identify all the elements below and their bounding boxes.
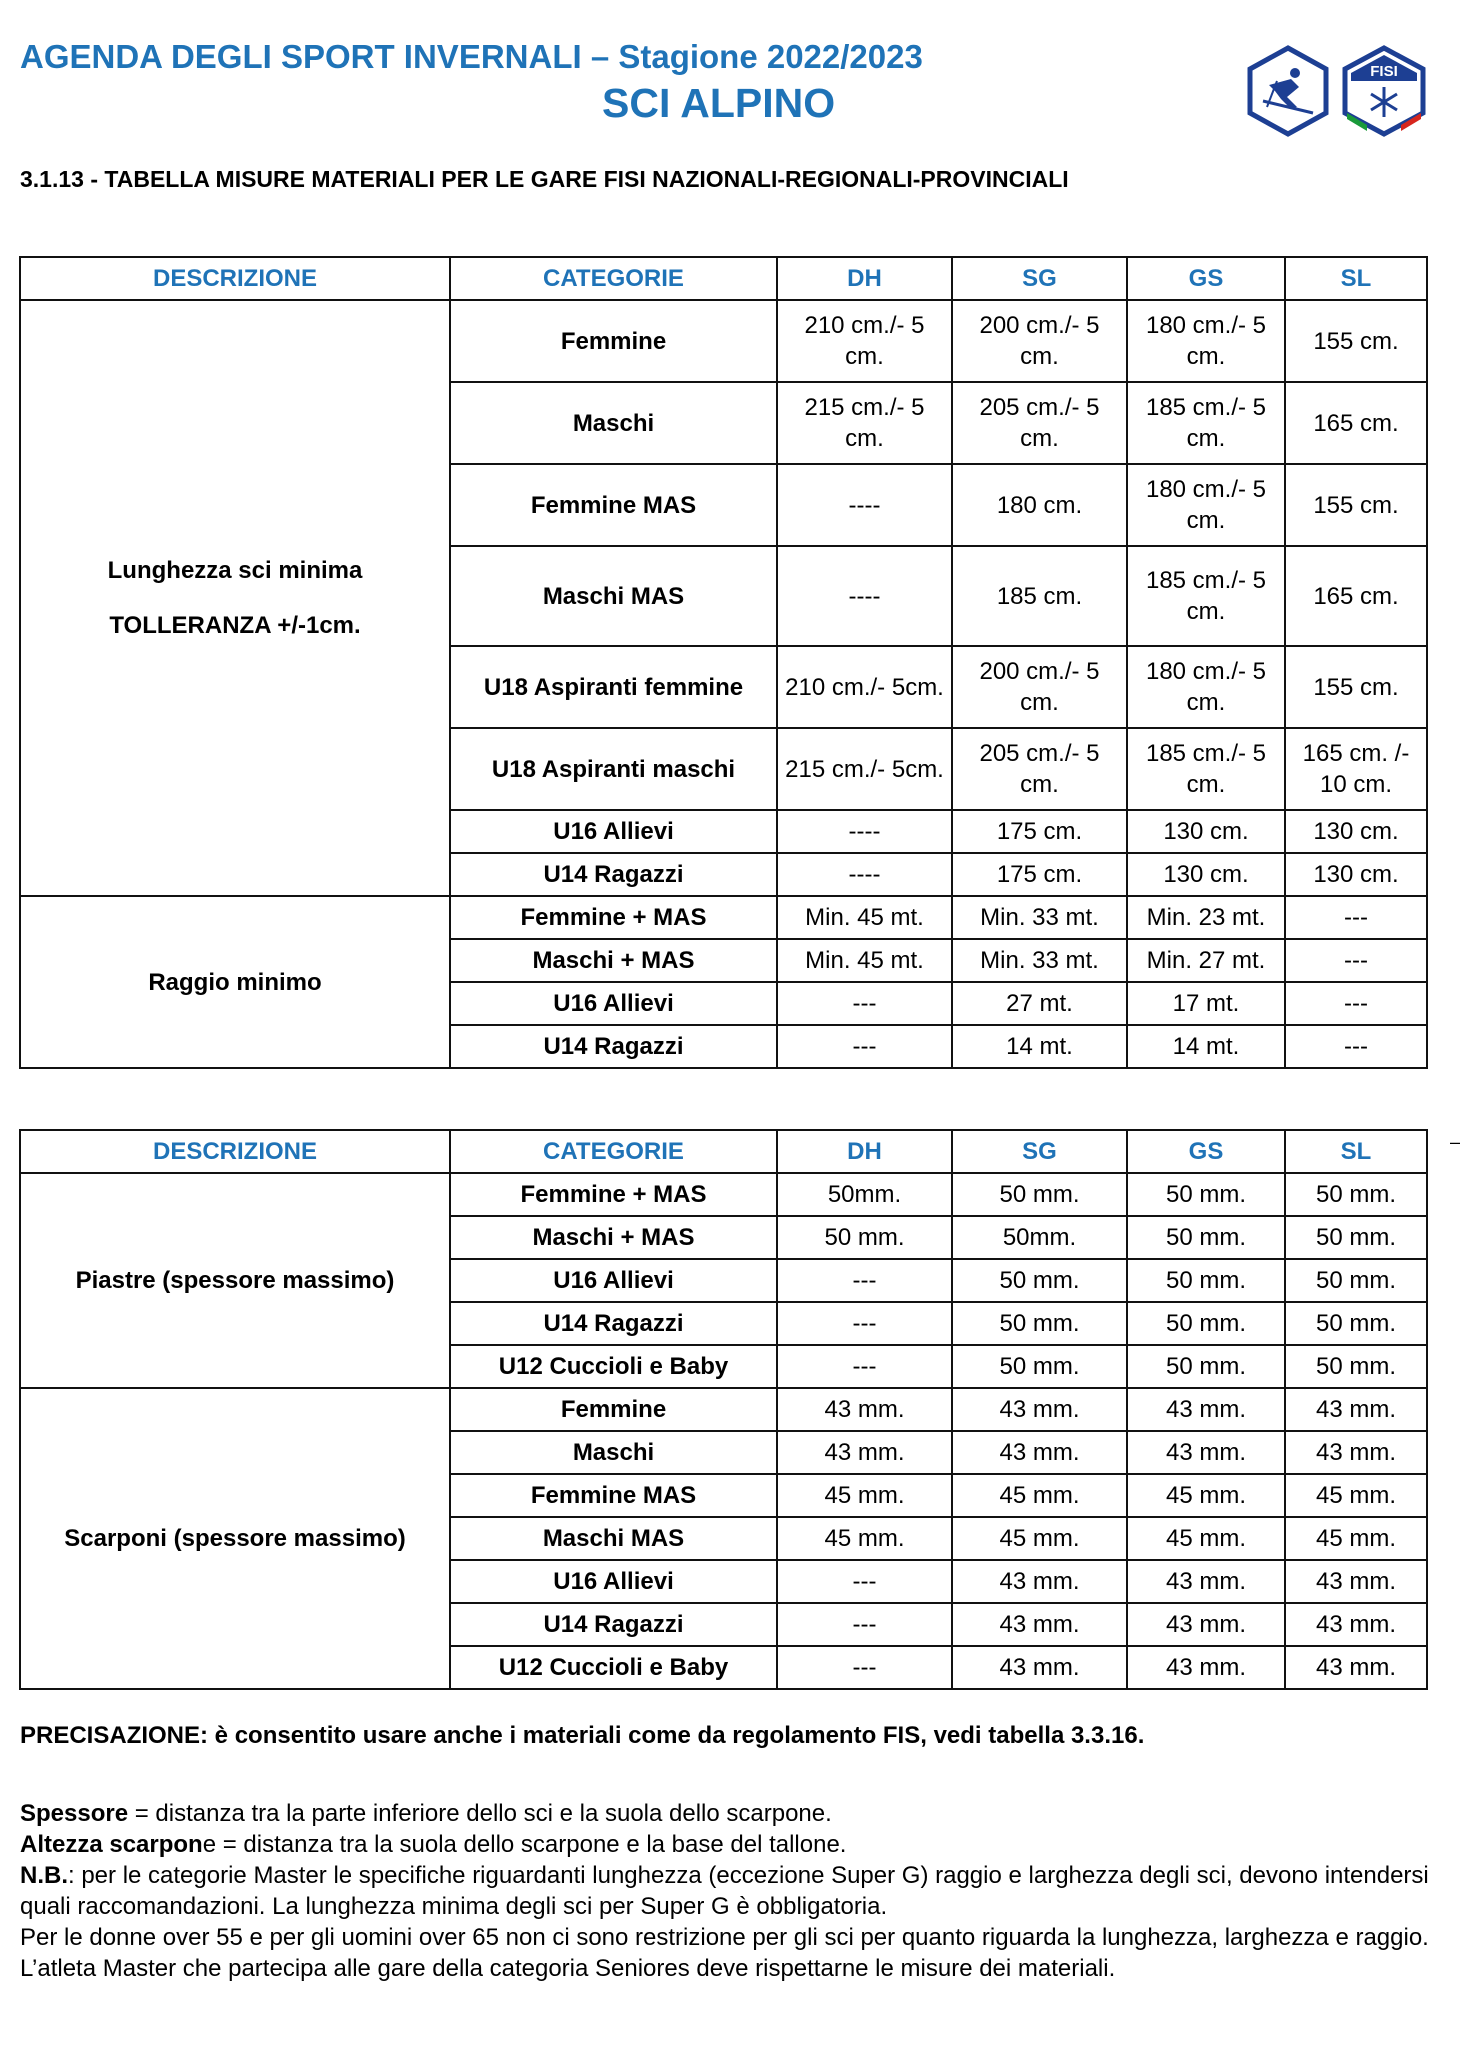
sl-cell: 50 mm. — [1285, 1259, 1427, 1302]
sl-cell: 50 mm. — [1285, 1173, 1427, 1216]
dh-cell: --- — [777, 1345, 952, 1388]
sl-cell: 155 cm. — [1285, 464, 1427, 546]
dh-cell: ---- — [777, 853, 952, 896]
sl-cell: --- — [1285, 896, 1427, 939]
category-cell: Maschi + MAS — [450, 1216, 777, 1259]
stray-dash-mark: – — [1450, 1132, 1461, 1152]
notes-block — [20, 1798, 1440, 1984]
category-cell: U16 Allievi — [450, 1259, 777, 1302]
sl-cell: 43 mm. — [1285, 1388, 1427, 1431]
dh-cell: 215 cm./- 5 cm. — [777, 382, 952, 464]
note-spessore — [20, 1798, 1440, 1829]
dh-cell: 50 mm. — [777, 1216, 952, 1259]
dh-cell: 43 mm. — [777, 1388, 952, 1431]
gs-cell: 185 cm./- 5 cm. — [1127, 728, 1285, 810]
table-header-row — [20, 257, 1427, 300]
gs-cell: 180 cm./- 5 cm. — [1127, 646, 1285, 728]
dh-cell: ---- — [777, 546, 952, 646]
dh-cell: 210 cm./- 5 cm. — [777, 300, 952, 382]
col-header-gs: GS — [1127, 1130, 1285, 1173]
sg-cell: 200 cm./- 5 cm. — [952, 646, 1127, 728]
sg-cell: 50 mm. — [952, 1345, 1127, 1388]
fisi-logo-icon — [1341, 45, 1427, 137]
sl-cell: --- — [1285, 939, 1427, 982]
table-row — [20, 1173, 1427, 1216]
note-altezza-text: e = distanza tra la suola dello scarpone e la base del tallone. — [202, 1831, 847, 1858]
gs-cell: 180 cm./- 5 cm. — [1127, 464, 1285, 546]
dh-cell: --- — [777, 1603, 952, 1646]
col-header-descrizione: DESCRIZIONE — [20, 1130, 450, 1173]
col-header-gs: GS — [1127, 257, 1285, 300]
col-header-categorie: CATEGORIE — [450, 1130, 777, 1173]
sl-cell: 50 mm. — [1285, 1216, 1427, 1259]
dh-cell: 215 cm./- 5cm. — [777, 728, 952, 810]
dh-cell: --- — [777, 1259, 952, 1302]
gs-cell: Min. 23 mt. — [1127, 896, 1285, 939]
note-spessore-term: Spessore — [20, 1800, 129, 1827]
category-cell: Maschi + MAS — [450, 939, 777, 982]
desc-raggio: Raggio minimo — [20, 896, 450, 1068]
gs-cell: 50 mm. — [1127, 1216, 1285, 1259]
sg-cell: 43 mm. — [952, 1560, 1127, 1603]
dh-cell: --- — [777, 1025, 952, 1068]
note-over: Per le donne over 55 e per gli uomini over 65 non ci sono restrizione per gli sci per quanto riguarda la lunghezza, larghezza e raggio. — [20, 1924, 1429, 1951]
gs-cell: 43 mm. — [1127, 1431, 1285, 1474]
category-cell: U14 Ragazzi — [450, 1302, 777, 1345]
dh-cell: Min. 45 mt. — [777, 939, 952, 982]
desc-lunghezza-line1: Lunghezza sci minima — [107, 557, 363, 584]
note-altezza-term: Altezza scarpon — [20, 1831, 203, 1858]
sl-cell: 165 cm. /- 10 cm. — [1285, 728, 1427, 810]
gs-cell: 185 cm./- 5 cm. — [1127, 382, 1285, 464]
gs-cell: 185 cm./- 5 cm. — [1127, 546, 1285, 646]
gs-cell: 14 mt. — [1127, 1025, 1285, 1068]
category-cell: U12 Cuccioli e Baby — [450, 1646, 777, 1689]
skier-logo-icon — [1247, 45, 1329, 137]
col-header-sl: SL — [1285, 1130, 1427, 1173]
sl-cell: 43 mm. — [1285, 1603, 1427, 1646]
category-cell: U18 Aspiranti maschi — [450, 728, 777, 810]
desc-piastre: Piastre (spessore massimo) — [20, 1173, 450, 1388]
sl-cell: --- — [1285, 982, 1427, 1025]
sl-cell: 165 cm. — [1285, 382, 1427, 464]
dh-cell: 50mm. — [777, 1173, 952, 1216]
sg-cell: Min. 33 mt. — [952, 896, 1127, 939]
sg-cell: 205 cm./- 5 cm. — [952, 728, 1127, 810]
note-nb-term: N.B. — [20, 1862, 68, 1889]
sg-cell: 43 mm. — [952, 1646, 1127, 1689]
desc-lunghezza-line2: TOLLERANZA +/-1cm. — [109, 612, 361, 639]
gs-cell: 50 mm. — [1127, 1345, 1285, 1388]
col-header-dh: DH — [777, 1130, 952, 1173]
category-cell: Maschi MAS — [450, 1517, 777, 1560]
category-cell: Femmine — [450, 1388, 777, 1431]
fisi-logo-text: FISI — [1370, 63, 1398, 80]
category-cell: U18 Aspiranti femmine — [450, 646, 777, 728]
gs-cell: 50 mm. — [1127, 1173, 1285, 1216]
sg-cell: 27 mt. — [952, 982, 1127, 1025]
dh-cell: --- — [777, 1302, 952, 1345]
dh-cell: 210 cm./- 5cm. — [777, 646, 952, 728]
gs-cell: 130 cm. — [1127, 810, 1285, 853]
header-subtitle: SCI ALPINO — [602, 80, 836, 126]
sg-cell: 50 mm. — [952, 1173, 1127, 1216]
sl-cell: --- — [1285, 1025, 1427, 1068]
category-cell: Maschi MAS — [450, 546, 777, 646]
col-header-dh: DH — [777, 257, 952, 300]
category-cell: Femmine + MAS — [450, 1173, 777, 1216]
category-cell: U16 Allievi — [450, 982, 777, 1025]
ski-length-radius-table — [19, 256, 1428, 1069]
gs-cell: 43 mm. — [1127, 1560, 1285, 1603]
gs-cell: 45 mm. — [1127, 1474, 1285, 1517]
note-nb-text: : per le categorie Master le specifiche riguardanti lunghezza (eccezione Super G) raggio e larghezza degli sci, devono intendersi quali raccomandazioni. La lunghezza minima degli sci per Super G è obbligatoria. — [20, 1862, 1429, 1920]
dh-cell: 43 mm. — [777, 1431, 952, 1474]
dh-cell: 45 mm. — [777, 1474, 952, 1517]
sg-cell: 200 cm./- 5 cm. — [952, 300, 1127, 382]
dh-cell: --- — [777, 982, 952, 1025]
sg-cell: 14 mt. — [952, 1025, 1127, 1068]
sl-cell: 155 cm. — [1285, 300, 1427, 382]
sl-cell: 130 cm. — [1285, 853, 1427, 896]
category-cell: Maschi — [450, 1431, 777, 1474]
precisazione-note: PRECISAZIONE: è consentito usare anche i materiali come da regolamento FIS, vedi tabella 3.3.16. — [20, 1722, 1145, 1749]
sg-cell: 180 cm. — [952, 464, 1127, 546]
gs-cell: 180 cm./- 5 cm. — [1127, 300, 1285, 382]
category-cell: Maschi — [450, 382, 777, 464]
table-row — [20, 896, 1427, 939]
gs-cell: Min. 27 mt. — [1127, 939, 1285, 982]
category-cell: Femmine + MAS — [450, 896, 777, 939]
sl-cell: 43 mm. — [1285, 1646, 1427, 1689]
gs-cell: 130 cm. — [1127, 853, 1285, 896]
gs-cell: 50 mm. — [1127, 1302, 1285, 1345]
note-spessore-text: = distanza tra la parte inferiore dello sci e la suola dello scarpone. — [128, 1800, 832, 1827]
sg-cell: 175 cm. — [952, 853, 1127, 896]
sg-cell: 43 mm. — [952, 1431, 1127, 1474]
col-header-sl: SL — [1285, 257, 1427, 300]
sg-cell: 45 mm. — [952, 1474, 1127, 1517]
category-cell: Femmine — [450, 300, 777, 382]
sg-cell: Min. 33 mt. — [952, 939, 1127, 982]
dh-cell: ---- — [777, 464, 952, 546]
desc-scarponi: Scarponi (spessore massimo) — [20, 1388, 450, 1689]
note-master: L’atleta Master che partecipa alle gare della categoria Seniores deve rispettarne le misure dei materiali. — [20, 1955, 1116, 1982]
col-header-categorie: CATEGORIE — [450, 257, 777, 300]
sl-cell: 45 mm. — [1285, 1517, 1427, 1560]
gs-cell: 17 mt. — [1127, 982, 1285, 1025]
category-cell: Femmine MAS — [450, 1474, 777, 1517]
dh-cell: Min. 45 mt. — [777, 896, 952, 939]
desc-lunghezza — [20, 300, 450, 896]
table-row — [20, 300, 1427, 382]
gs-cell: 45 mm. — [1127, 1517, 1285, 1560]
category-cell: U16 Allievi — [450, 1560, 777, 1603]
sl-cell: 43 mm. — [1285, 1560, 1427, 1603]
sl-cell: 155 cm. — [1285, 646, 1427, 728]
category-cell: U14 Ragazzi — [450, 853, 777, 896]
sg-cell: 50 mm. — [952, 1259, 1127, 1302]
sl-cell: 50 mm. — [1285, 1345, 1427, 1388]
gs-cell: 43 mm. — [1127, 1646, 1285, 1689]
sg-cell: 185 cm. — [952, 546, 1127, 646]
col-header-descrizione: DESCRIZIONE — [20, 257, 450, 300]
category-cell: U16 Allievi — [450, 810, 777, 853]
sg-cell: 45 mm. — [952, 1517, 1127, 1560]
dh-cell: 45 mm. — [777, 1517, 952, 1560]
note-nb — [20, 1860, 1440, 1922]
plates-boots-table — [19, 1129, 1428, 1690]
category-cell: U12 Cuccioli e Baby — [450, 1345, 777, 1388]
note-altezza — [20, 1829, 1440, 1860]
sl-cell: 50 mm. — [1285, 1302, 1427, 1345]
col-header-sg: SG — [952, 1130, 1127, 1173]
sl-cell: 165 cm. — [1285, 546, 1427, 646]
category-cell: U14 Ragazzi — [450, 1603, 777, 1646]
sg-cell: 43 mm. — [952, 1388, 1127, 1431]
gs-cell: 50 mm. — [1127, 1259, 1285, 1302]
sl-cell: 45 mm. — [1285, 1474, 1427, 1517]
sl-cell: 43 mm. — [1285, 1431, 1427, 1474]
dh-cell: ---- — [777, 810, 952, 853]
table-header-row — [20, 1130, 1427, 1173]
category-cell: Femmine MAS — [450, 464, 777, 546]
sg-cell: 50 mm. — [952, 1302, 1127, 1345]
table-row — [20, 1388, 1427, 1431]
sg-cell: 175 cm. — [952, 810, 1127, 853]
gs-cell: 43 mm. — [1127, 1603, 1285, 1646]
col-header-sg: SG — [952, 257, 1127, 300]
sg-cell: 205 cm./- 5 cm. — [952, 382, 1127, 464]
dh-cell: --- — [777, 1646, 952, 1689]
dh-cell: --- — [777, 1560, 952, 1603]
section-heading: 3.1.13 - TABELLA MISURE MATERIALI PER LE GARE FISI NAZIONALI-REGIONALI-PROVINCIALI — [20, 166, 1069, 192]
sg-cell: 43 mm. — [952, 1603, 1127, 1646]
sl-cell: 130 cm. — [1285, 810, 1427, 853]
header-title: AGENDA DEGLI SPORT INVERNALI – Stagione 2022/2023 — [20, 38, 923, 75]
category-cell: U14 Ragazzi — [450, 1025, 777, 1068]
sg-cell: 50mm. — [952, 1216, 1127, 1259]
gs-cell: 43 mm. — [1127, 1388, 1285, 1431]
